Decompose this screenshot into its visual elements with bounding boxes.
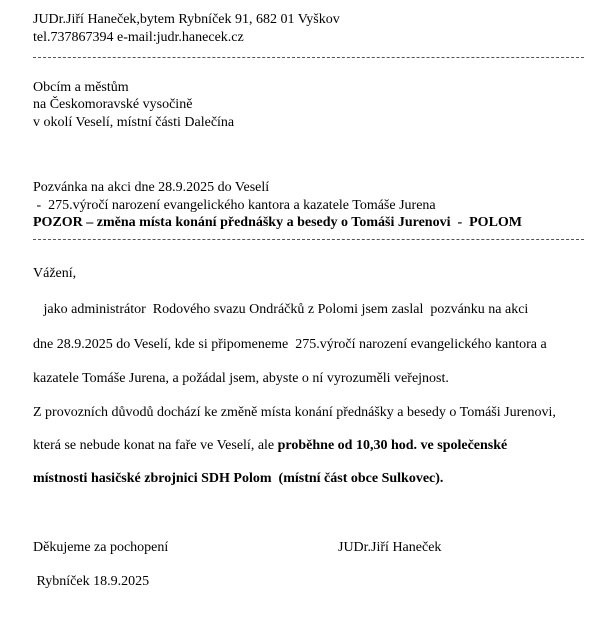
recipient-line-2: na Českomoravské vysočině (33, 97, 193, 112)
subject-invitation: Pozvánka na akci dne 28.9.2025 do Veselí (33, 180, 270, 195)
paragraph-2-line-3: místnosti hasičské zbrojnici SDH Polom (místní část obce Sulkovec). (33, 471, 444, 486)
subject-anniversary: - 275.výročí narození evangelického kantora a kazatele Tomáše Jurena (33, 198, 436, 213)
divider-bottom (33, 239, 584, 240)
paragraph-1-line-2: dne 28.9.2025 do Veselí, kde si připomeneme 275.výročí narození evangelického kantora a (33, 337, 547, 352)
sender-contact: tel.737867394 e-mail:judr.hanecek.cz (33, 30, 244, 45)
salutation: Vážení, (33, 266, 77, 281)
paragraph-2-line-2-bold: proběhne od 10,30 hod. ve společenské (277, 438, 508, 453)
thanks: Děkujeme za pochopení (33, 540, 169, 555)
recipient-line-3: v okolí Veselí, místní části Dalečína (33, 115, 235, 130)
divider-top (33, 57, 584, 58)
sender-name-address: JUDr.Jiří Haneček,bytem Rybníček 91, 682 01 Vyškov (33, 12, 340, 27)
signature: JUDr.Jiří Haneček (338, 540, 442, 555)
paragraph-1-line-1: jako administrátor Rodového svazu Ondráčků z Polomi jsem zaslal pozvánku na akci (33, 302, 529, 317)
subject-notice: POZOR – změna místa konání přednášky a besedy o Tomáši Jurenovi - POLOM (33, 215, 523, 230)
place-date: Rybníček 18.9.2025 (33, 574, 150, 589)
paragraph-1-line-3: kazatele Tomáše Jurena, a požádal jsem, abyste o ní vyrozuměli veřejnost. (33, 371, 449, 386)
recipient-line-1: Obcím a městům (33, 80, 129, 95)
paragraph-2-line-2-normal: která se nebude konat na faře ve Veselí, ale (33, 438, 278, 453)
paragraph-2-line-2 (33, 438, 507, 454)
paragraph-2-line-1: Z provozních důvodů dochází ke změně místa konání přednášky a besedy o Tomáši Jurenovi, (33, 405, 556, 420)
